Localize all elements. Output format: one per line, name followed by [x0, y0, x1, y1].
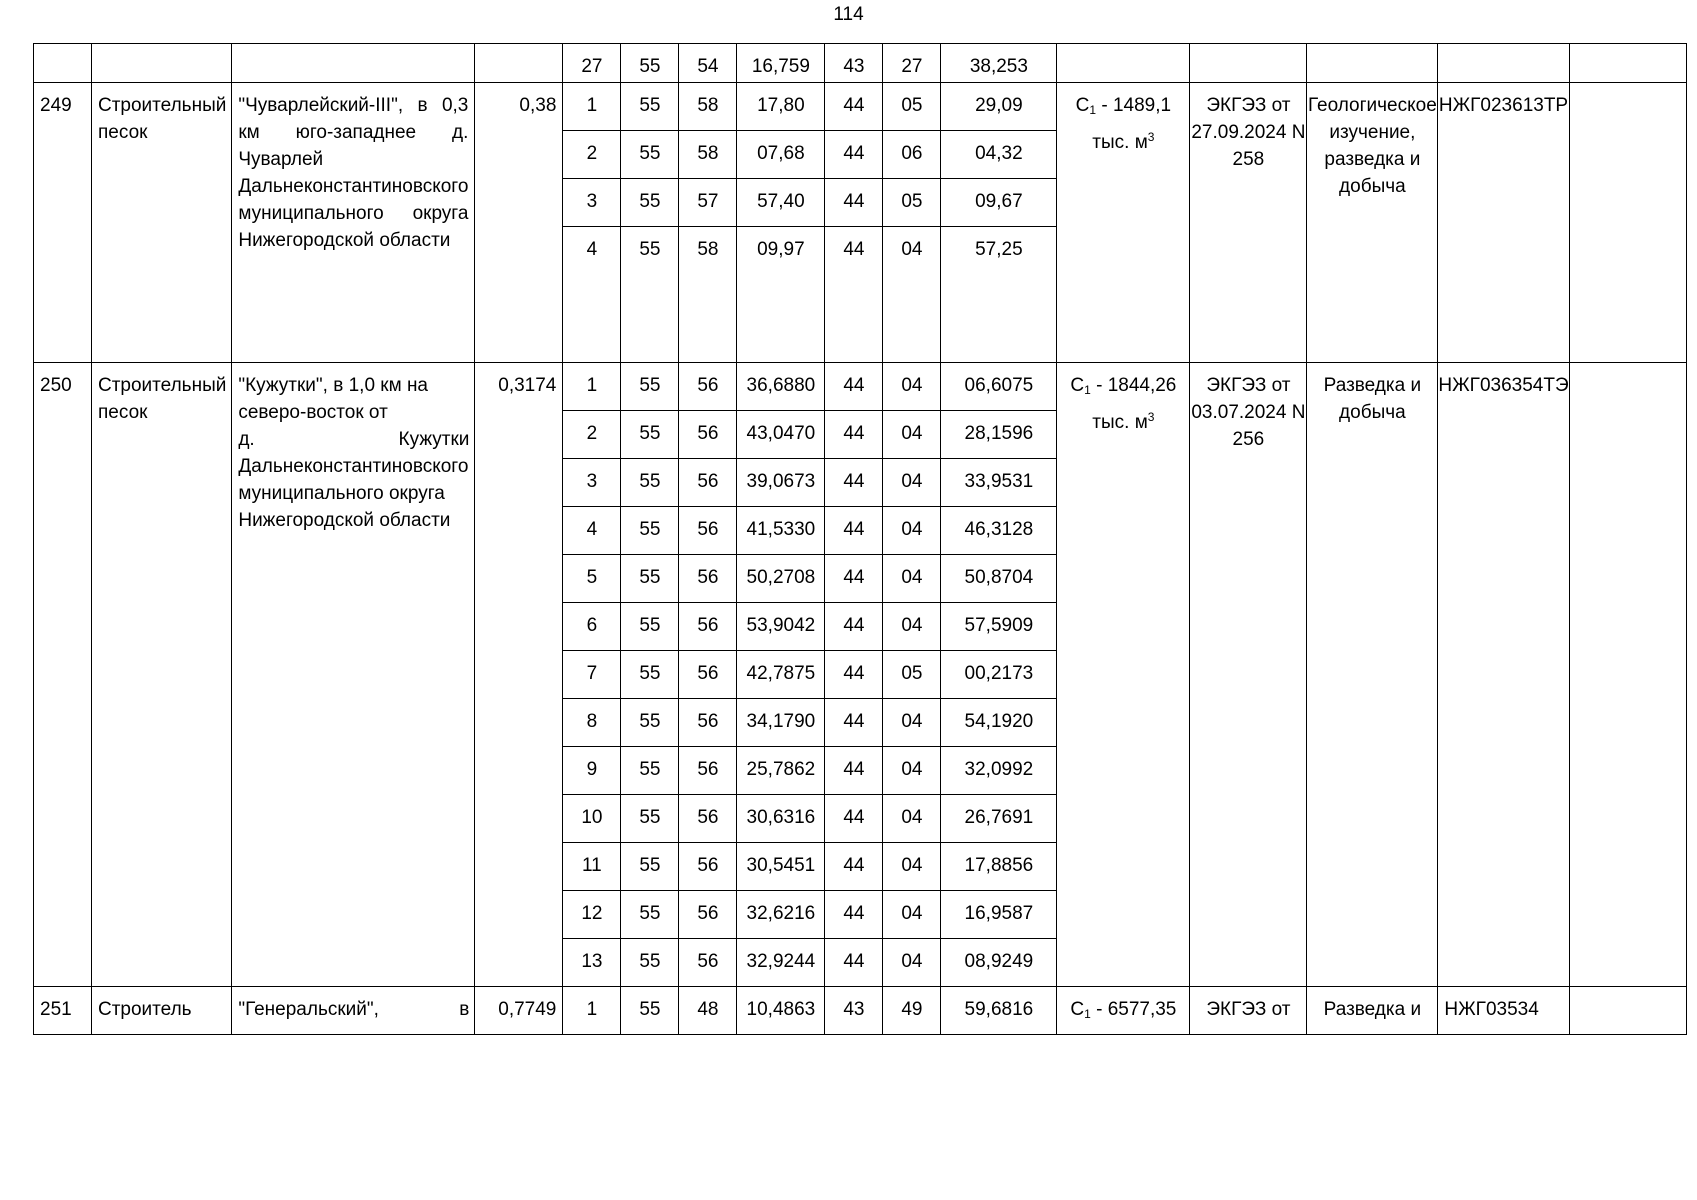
point-number: 9: [563, 747, 621, 795]
latitude-degrees: 55: [621, 891, 679, 939]
longitude-degrees: 44: [825, 131, 883, 179]
latitude-minutes: 58: [679, 131, 737, 179]
latitude-seconds: 07,68: [737, 131, 825, 179]
longitude-seconds: 50,8704: [941, 555, 1057, 603]
deposits-table: [33, 43, 1687, 1035]
latitude-degrees: 55: [621, 44, 679, 83]
empty-cell: [1569, 44, 1686, 83]
empty-cell: [1569, 83, 1686, 363]
use-purpose: Разведка и: [1307, 987, 1438, 1035]
table-row: [34, 363, 1687, 411]
longitude-degrees: 44: [825, 459, 883, 507]
latitude-seconds: 16,759: [737, 44, 825, 83]
table-row: [34, 44, 1687, 83]
longitude-degrees: 44: [825, 507, 883, 555]
longitude-seconds: 59,6816: [941, 987, 1057, 1035]
empty-cell: [1307, 44, 1438, 83]
empty-cell: [1057, 44, 1190, 83]
longitude-degrees: 44: [825, 227, 883, 363]
use-purpose: Разведка и добыча: [1307, 363, 1438, 987]
latitude-seconds: 50,2708: [737, 555, 825, 603]
mineral-type: Строительный песок: [92, 83, 232, 363]
longitude-minutes: 04: [883, 699, 941, 747]
empty-cell: [1569, 363, 1686, 987]
latitude-minutes: 56: [679, 459, 737, 507]
point-number: 1: [563, 987, 621, 1035]
latitude-minutes: 48: [679, 987, 737, 1035]
deposit-249: [34, 83, 1687, 363]
empty-cell: [34, 44, 92, 83]
latitude-seconds: 30,6316: [737, 795, 825, 843]
longitude-seconds: 08,9249: [941, 939, 1057, 987]
latitude-minutes: 56: [679, 891, 737, 939]
latitude-degrees: 55: [621, 227, 679, 363]
longitude-minutes: 04: [883, 795, 941, 843]
longitude-degrees: 44: [825, 651, 883, 699]
license-number: НЖГ023613ТР: [1438, 83, 1569, 363]
point-number: 27: [563, 44, 621, 83]
empty-cell: [1190, 44, 1307, 83]
latitude-seconds: 57,40: [737, 179, 825, 227]
latitude-seconds: 09,97: [737, 227, 825, 363]
longitude-seconds: 57,25: [941, 227, 1057, 363]
longitude-seconds: 57,5909: [941, 603, 1057, 651]
longitude-minutes: 04: [883, 747, 941, 795]
latitude-degrees: 55: [621, 603, 679, 651]
longitude-degrees: 43: [825, 44, 883, 83]
deposit-name: [232, 987, 475, 1035]
point-number: 1: [563, 83, 621, 131]
longitude-seconds: 28,1596: [941, 411, 1057, 459]
empty-cell: [1438, 44, 1569, 83]
point-number: 3: [563, 459, 621, 507]
latitude-minutes: 58: [679, 83, 737, 131]
longitude-seconds: 38,253: [941, 44, 1057, 83]
latitude-minutes: 56: [679, 603, 737, 651]
deposit-area: 0,38: [475, 83, 563, 363]
latitude-seconds: 53,9042: [737, 603, 825, 651]
longitude-seconds: 46,3128: [941, 507, 1057, 555]
reserves: $С_1 - 1844,26$ тыс. $м^3$: [1057, 363, 1190, 987]
latitude-degrees: 55: [621, 131, 679, 179]
longitude-degrees: 44: [825, 939, 883, 987]
latitude-minutes: 54: [679, 44, 737, 83]
point-number: 7: [563, 651, 621, 699]
point-number: 4: [563, 507, 621, 555]
deposit-name-left: д.: [238, 429, 255, 450]
longitude-minutes: 04: [883, 363, 941, 411]
longitude-seconds: 09,67: [941, 179, 1057, 227]
latitude-degrees: 55: [621, 843, 679, 891]
deposit-number: 250: [34, 363, 92, 987]
deposit-name-left: "Генеральский",: [238, 999, 379, 1020]
longitude-minutes: 49: [883, 987, 941, 1035]
latitude-minutes: 56: [679, 507, 737, 555]
point-number: 3: [563, 179, 621, 227]
latitude-degrees: 55: [621, 507, 679, 555]
longitude-minutes: 04: [883, 891, 941, 939]
longitude-seconds: 04,32: [941, 131, 1057, 179]
latitude-degrees: 55: [621, 651, 679, 699]
point-number: 10: [563, 795, 621, 843]
latitude-degrees: 55: [621, 987, 679, 1035]
deposit-number: 251: [34, 987, 92, 1035]
license-number: НЖГ036354ТЭ: [1438, 363, 1569, 987]
longitude-minutes: 04: [883, 555, 941, 603]
latitude-degrees: 55: [621, 179, 679, 227]
expert-protocol: ЭКГЭЗ от 03.07.2024 N 256: [1190, 363, 1307, 987]
latitude-degrees: 55: [621, 363, 679, 411]
longitude-seconds: 26,7691: [941, 795, 1057, 843]
latitude-seconds: 36,6880: [737, 363, 825, 411]
latitude-minutes: 56: [679, 939, 737, 987]
longitude-degrees: 44: [825, 795, 883, 843]
latitude-seconds: 32,6216: [737, 891, 825, 939]
longitude-seconds: 00,2173: [941, 651, 1057, 699]
longitude-degrees: 43: [825, 987, 883, 1035]
mineral-type: Строитель: [92, 987, 232, 1035]
longitude-minutes: 05: [883, 83, 941, 131]
longitude-seconds: 32,0992: [941, 747, 1057, 795]
use-purpose: Геологическое изучение, разведка и добыча: [1307, 83, 1438, 363]
longitude-seconds: 33,9531: [941, 459, 1057, 507]
longitude-degrees: 44: [825, 747, 883, 795]
point-number: 2: [563, 411, 621, 459]
empty-cell: [92, 44, 232, 83]
longitude-seconds: 06,6075: [941, 363, 1057, 411]
longitude-degrees: 44: [825, 555, 883, 603]
latitude-minutes: 57: [679, 179, 737, 227]
mineral-type: Строительный песок: [92, 363, 232, 987]
deposit-250: [34, 363, 1687, 987]
point-number: 4: [563, 227, 621, 363]
reserves: $С_1 - 6577,35$: [1057, 987, 1190, 1035]
latitude-degrees: 55: [621, 747, 679, 795]
point-number: 1: [563, 363, 621, 411]
longitude-minutes: 27: [883, 44, 941, 83]
latitude-minutes: 56: [679, 699, 737, 747]
longitude-seconds: 54,1920: [941, 699, 1057, 747]
latitude-seconds: 30,5451: [737, 843, 825, 891]
longitude-minutes: 04: [883, 227, 941, 363]
latitude-seconds: 39,0673: [737, 459, 825, 507]
latitude-seconds: 17,80: [737, 83, 825, 131]
table-row: [34, 83, 1687, 131]
point-number: 12: [563, 891, 621, 939]
deposit-name-part1: "Кужутки", в 1,0 км на северо-восток от: [238, 375, 429, 423]
latitude-minutes: 56: [679, 651, 737, 699]
latitude-seconds: 32,9244: [737, 939, 825, 987]
empty-cell: [475, 44, 563, 83]
longitude-minutes: 04: [883, 843, 941, 891]
longitude-degrees: 44: [825, 603, 883, 651]
empty-cell: [1569, 987, 1686, 1035]
latitude-seconds: 41,5330: [737, 507, 825, 555]
latitude-minutes: 56: [679, 363, 737, 411]
latitude-seconds: 34,1790: [737, 699, 825, 747]
longitude-degrees: 44: [825, 411, 883, 459]
longitude-degrees: 44: [825, 83, 883, 131]
deposit-name-part2: Дальнеконстантиновского муниципального округа Нижегородской области: [238, 456, 469, 531]
point-number: 2: [563, 131, 621, 179]
latitude-seconds: 10,4863: [737, 987, 825, 1035]
table-row: [34, 987, 1687, 1035]
latitude-degrees: 55: [621, 795, 679, 843]
latitude-seconds: 42,7875: [737, 651, 825, 699]
latitude-seconds: 43,0470: [737, 411, 825, 459]
latitude-degrees: 55: [621, 459, 679, 507]
deposit-name-right: в: [459, 999, 470, 1020]
latitude-degrees: 55: [621, 411, 679, 459]
longitude-seconds: 29,09: [941, 83, 1057, 131]
point-number: 13: [563, 939, 621, 987]
latitude-minutes: 56: [679, 555, 737, 603]
deposit-number: 249: [34, 83, 92, 363]
longitude-minutes: 04: [883, 603, 941, 651]
latitude-minutes: 58: [679, 227, 737, 363]
license-number: НЖГ03534: [1438, 987, 1569, 1035]
empty-cell: [232, 44, 475, 83]
point-number: 5: [563, 555, 621, 603]
latitude-degrees: 55: [621, 699, 679, 747]
latitude-seconds: 25,7862: [737, 747, 825, 795]
latitude-degrees: 55: [621, 939, 679, 987]
deposit-area: 0,7749: [475, 987, 563, 1035]
latitude-minutes: 56: [679, 411, 737, 459]
longitude-minutes: 05: [883, 179, 941, 227]
longitude-minutes: 06: [883, 131, 941, 179]
longitude-degrees: 44: [825, 179, 883, 227]
latitude-minutes: 56: [679, 843, 737, 891]
longitude-seconds: 17,8856: [941, 843, 1057, 891]
longitude-degrees: 44: [825, 363, 883, 411]
deposit-area: 0,3174: [475, 363, 563, 987]
longitude-minutes: 04: [883, 939, 941, 987]
expert-protocol: ЭКГЭЗ от: [1190, 987, 1307, 1035]
point-number: 11: [563, 843, 621, 891]
longitude-minutes: 04: [883, 411, 941, 459]
longitude-minutes: 04: [883, 507, 941, 555]
latitude-minutes: 56: [679, 795, 737, 843]
latitude-minutes: 56: [679, 747, 737, 795]
point-number: 6: [563, 603, 621, 651]
longitude-degrees: 44: [825, 843, 883, 891]
point-number: 8: [563, 699, 621, 747]
longitude-degrees: 44: [825, 891, 883, 939]
longitude-degrees: 44: [825, 699, 883, 747]
longitude-seconds: 16,9587: [941, 891, 1057, 939]
expert-protocol: ЭКГЭЗ от 27.09.2024 N 258: [1190, 83, 1307, 363]
deposit-name: [232, 363, 475, 987]
deposit-name-right: Кужутки: [398, 429, 470, 450]
deposit-name: "Чуварлейский-III", в 0,3 км юго-западнее д. Чуварлей Дальнеконстантиновского муниципального округа Нижегородской области: [232, 83, 475, 363]
longitude-minutes: 04: [883, 459, 941, 507]
longitude-minutes: 05: [883, 651, 941, 699]
latitude-degrees: 55: [621, 555, 679, 603]
page-number: 114: [833, 4, 864, 25]
reserves: $С_1 - 1489,1$ тыс. $м^3$: [1057, 83, 1190, 363]
latitude-degrees: 55: [621, 83, 679, 131]
